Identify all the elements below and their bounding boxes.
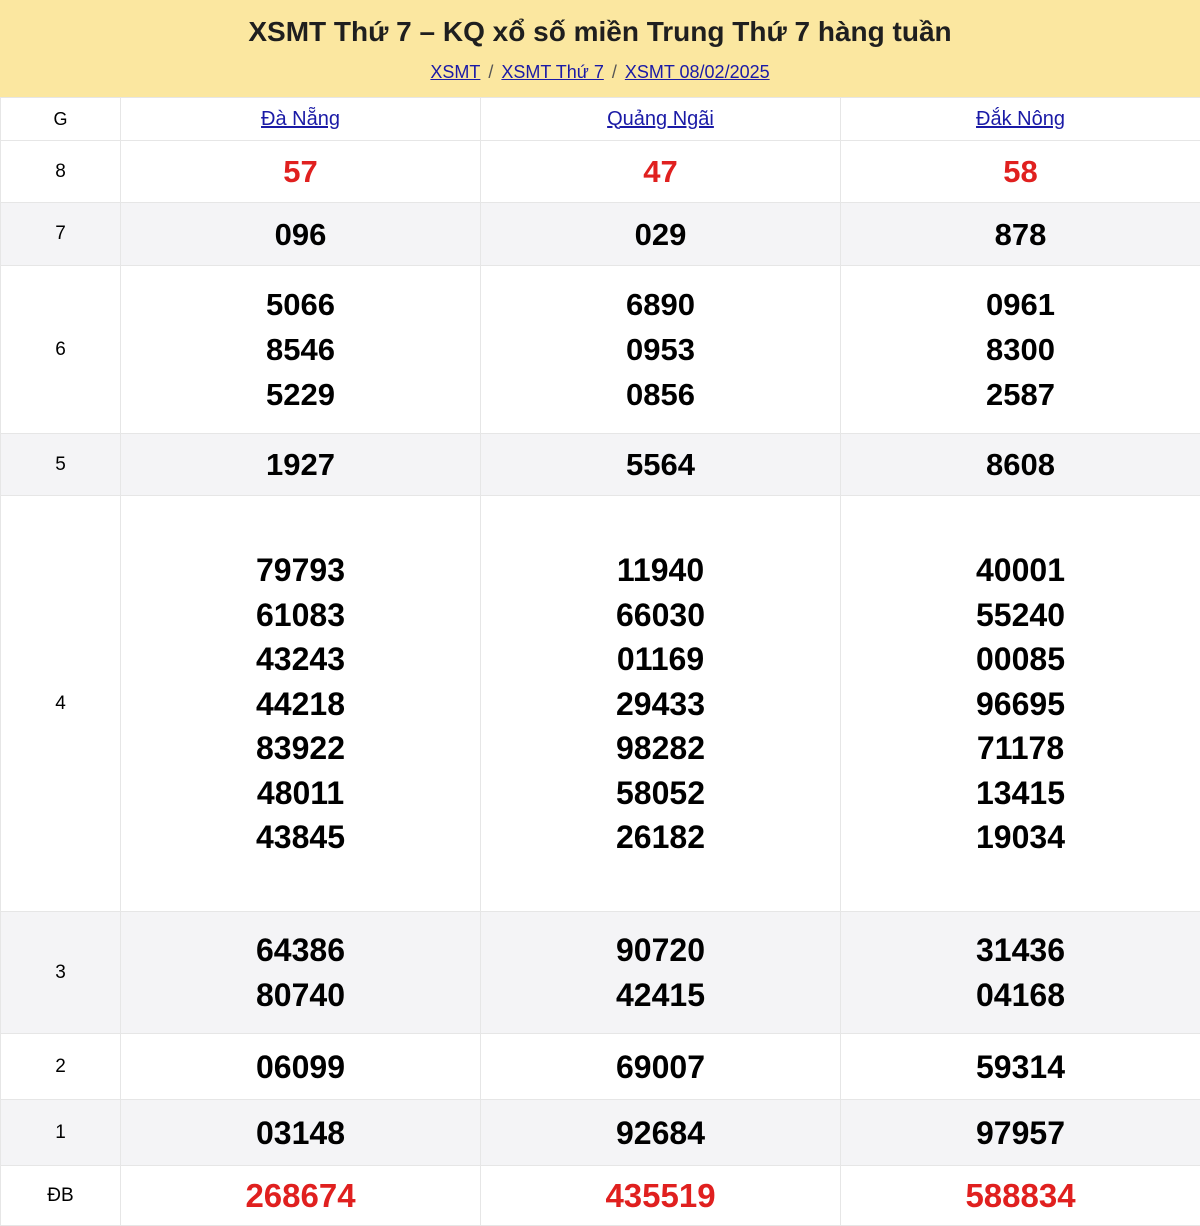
breadcrumb-link-date[interactable]: XSMT 08/02/2025 <box>625 62 770 82</box>
breadcrumb-separator: / <box>612 62 617 82</box>
result-cell-quang-ngai <box>481 203 841 266</box>
result-number: 43243 <box>121 643 480 675</box>
page-title: XSMT Thứ 7 – KQ xổ số miền Trung Thứ 7 hàng tuần <box>0 16 1200 48</box>
result-number: 64386 <box>121 934 480 966</box>
result-number: 0953 <box>481 334 840 365</box>
result-number: 588834 <box>841 1179 1200 1212</box>
result-cell-dak-nong <box>841 496 1200 912</box>
result-number: 1927 <box>121 449 480 480</box>
result-number: 0856 <box>481 379 840 410</box>
result-number: 096 <box>121 219 480 250</box>
result-cell-da-nang <box>121 496 481 912</box>
result-cell-quang-ngai <box>481 496 841 912</box>
province-header-da-nang <box>121 98 481 141</box>
result-number: 59314 <box>841 1051 1200 1083</box>
result-number: 92684 <box>481 1117 840 1149</box>
result-number: 69007 <box>481 1051 840 1083</box>
result-number: 48011 <box>121 777 480 809</box>
result-cell-da-nang <box>121 1034 481 1100</box>
result-number: 47 <box>481 156 840 187</box>
prize-row-g5 <box>1 434 1200 496</box>
result-number: 5066 <box>121 289 480 320</box>
result-cell-da-nang <box>121 141 481 203</box>
result-cell-dak-nong <box>841 266 1200 434</box>
result-number: 029 <box>481 219 840 250</box>
result-cell-quang-ngai <box>481 1034 841 1100</box>
result-number: 8546 <box>121 334 480 365</box>
result-cell-quang-ngai <box>481 434 841 496</box>
result-number: 98282 <box>481 732 840 764</box>
result-number: 878 <box>841 219 1200 250</box>
result-cell-dak-nong <box>841 1034 1200 1100</box>
result-number: 55240 <box>841 599 1200 631</box>
result-number: 19034 <box>841 821 1200 853</box>
breadcrumb-separator: / <box>488 62 493 82</box>
prize-column-header: G <box>1 98 121 141</box>
province-header-dak-nong <box>841 98 1200 141</box>
result-cell-da-nang <box>121 1100 481 1166</box>
result-number: 2587 <box>841 379 1200 410</box>
result-number: 61083 <box>121 599 480 631</box>
result-cell-dak-nong <box>841 1166 1200 1226</box>
result-number: 06099 <box>121 1051 480 1083</box>
result-number: 71178 <box>841 732 1200 764</box>
result-number: 26182 <box>481 821 840 853</box>
result-number: 44218 <box>121 688 480 720</box>
result-number: 80740 <box>121 979 480 1011</box>
prize-row-g1 <box>1 1100 1200 1166</box>
result-number: 57 <box>121 156 480 187</box>
province-header-quang-ngai <box>481 98 841 141</box>
prize-row-db <box>1 1166 1200 1226</box>
result-number: 268674 <box>121 1179 480 1212</box>
result-number: 6890 <box>481 289 840 320</box>
result-number: 58 <box>841 156 1200 187</box>
prize-label: 6 <box>1 266 121 434</box>
result-number: 03148 <box>121 1117 480 1149</box>
result-cell-quang-ngai <box>481 266 841 434</box>
prize-row-g6 <box>1 266 1200 434</box>
result-cell-dak-nong <box>841 1100 1200 1166</box>
result-cell-quang-ngai <box>481 912 841 1034</box>
result-number: 8608 <box>841 449 1200 480</box>
result-cell-da-nang <box>121 266 481 434</box>
prize-label: 1 <box>1 1100 121 1166</box>
result-number: 29433 <box>481 688 840 720</box>
prize-label: 3 <box>1 912 121 1034</box>
result-cell-dak-nong <box>841 434 1200 496</box>
prize-row-g2 <box>1 1034 1200 1100</box>
result-number: 00085 <box>841 643 1200 675</box>
result-number: 5229 <box>121 379 480 410</box>
prize-row-g3 <box>1 912 1200 1034</box>
prize-label: ĐB <box>1 1166 121 1226</box>
result-number: 90720 <box>481 934 840 966</box>
result-cell-quang-ngai <box>481 141 841 203</box>
province-link-da-nang[interactable]: Đà Nẵng <box>261 108 340 130</box>
result-number: 43845 <box>121 821 480 853</box>
result-number: 0961 <box>841 289 1200 320</box>
result-number: 96695 <box>841 688 1200 720</box>
result-number: 83922 <box>121 732 480 764</box>
result-cell-quang-ngai <box>481 1166 841 1226</box>
province-link-dak-nong[interactable]: Đắk Nông <box>976 108 1065 130</box>
result-number: 13415 <box>841 777 1200 809</box>
result-number: 66030 <box>481 599 840 631</box>
result-number: 435519 <box>481 1179 840 1212</box>
result-number: 40001 <box>841 554 1200 586</box>
prize-label: 7 <box>1 203 121 266</box>
prize-row-g8 <box>1 141 1200 203</box>
prize-label: 5 <box>1 434 121 496</box>
results-table <box>0 97 1200 1226</box>
result-number: 97957 <box>841 1117 1200 1149</box>
prize-label: 2 <box>1 1034 121 1100</box>
result-cell-da-nang <box>121 203 481 266</box>
result-number: 58052 <box>481 777 840 809</box>
result-number: 04168 <box>841 979 1200 1011</box>
result-cell-da-nang <box>121 912 481 1034</box>
result-number: 01169 <box>481 643 840 675</box>
result-cell-da-nang <box>121 434 481 496</box>
province-link-quang-ngai[interactable]: Quảng Ngãi <box>607 108 714 130</box>
prize-row-g7 <box>1 203 1200 266</box>
result-cell-dak-nong <box>841 203 1200 266</box>
result-number: 31436 <box>841 934 1200 966</box>
result-cell-da-nang <box>121 1166 481 1226</box>
result-number: 79793 <box>121 554 480 586</box>
result-number: 11940 <box>481 554 840 586</box>
result-cell-quang-ngai <box>481 1100 841 1166</box>
prize-row-g4 <box>1 496 1200 912</box>
prize-label: 4 <box>1 496 121 912</box>
page-header <box>0 0 1200 97</box>
result-cell-dak-nong <box>841 912 1200 1034</box>
result-number: 8300 <box>841 334 1200 365</box>
result-number: 42415 <box>481 979 840 1011</box>
breadcrumb-link-xsmt[interactable]: XSMT <box>430 62 480 82</box>
result-cell-dak-nong <box>841 141 1200 203</box>
table-header-row <box>1 98 1200 141</box>
breadcrumb-link-xsmt-thu-7[interactable]: XSMT Thứ 7 <box>501 62 603 82</box>
result-number: 5564 <box>481 449 840 480</box>
prize-label: 8 <box>1 141 121 203</box>
breadcrumb <box>0 62 1200 83</box>
